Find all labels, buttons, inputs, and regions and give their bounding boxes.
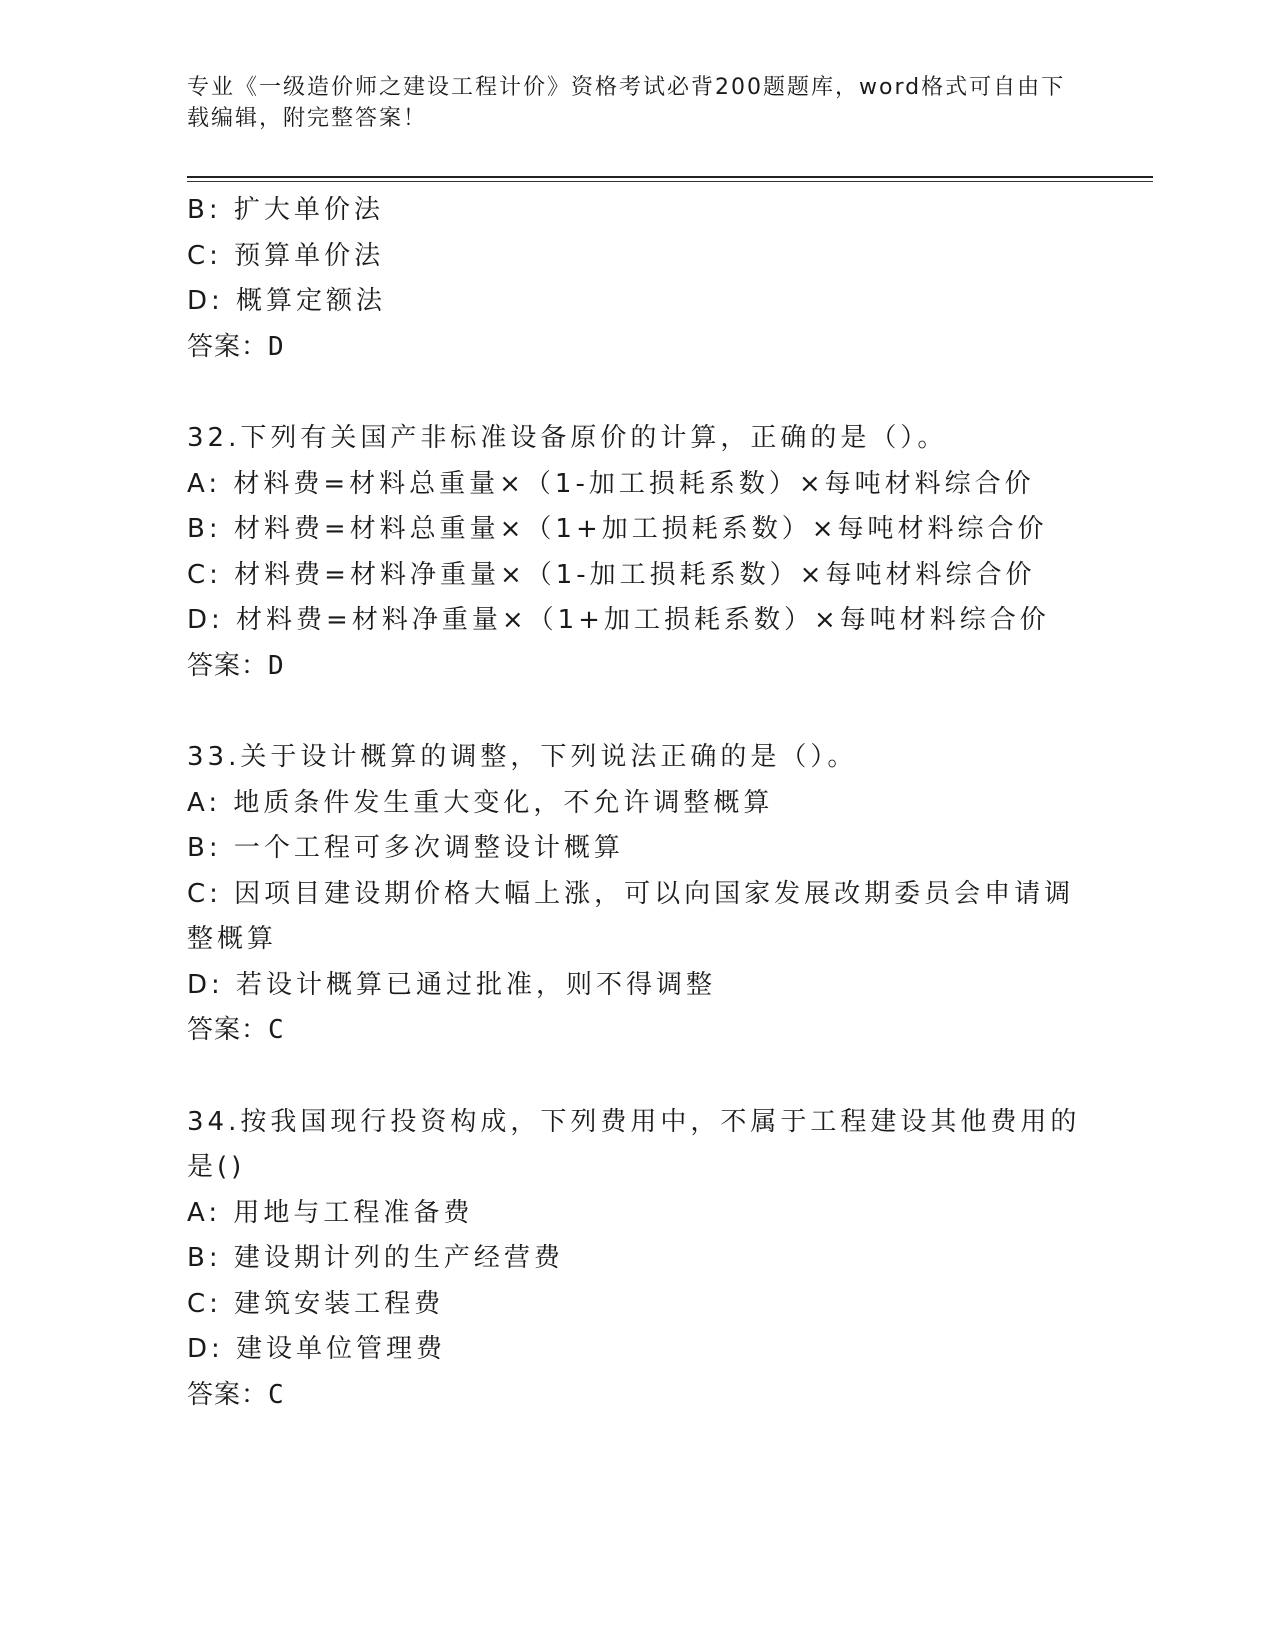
header-divider-thick: [187, 176, 1153, 178]
option-a: A: 地质条件发生重大变化，不允许调整概算: [187, 787, 774, 818]
header-divider-thin: [187, 181, 1153, 182]
option-c: C: 因项目建设期价格大幅上涨，可以向国家发展改期委员会申请调整概算: [187, 878, 1075, 954]
option-b: B: 一个工程可多次调整设计概算: [187, 833, 624, 863]
answer-line: 答案：D: [187, 331, 285, 362]
question-32: [187, 416, 1087, 689]
option-d: D: 材料费=材料净重量×（1+加工损耗系数）×每吨材料综合价: [187, 605, 1050, 635]
option-b: B: 材料费=材料总重量×（1+加工损耗系数）×每吨材料综合价: [187, 514, 1048, 544]
question-33: [187, 735, 1087, 1054]
document-header: 专业《一级造价师之建设工程计价》资格考试必背200题题库，word格式可自由下载编辑，附完整答案！: [187, 75, 1066, 131]
option-c: C: 材料费=材料净重量×（1-加工损耗系数）×每吨材料综合价: [187, 559, 1036, 590]
question-stem: 33.关于设计概算的调整，下列说法正确的是（）。: [187, 742, 858, 772]
option-d: D: 若设计概算已通过批准，则不得调整: [187, 969, 717, 1000]
answer-line: 答案：D: [187, 650, 285, 681]
option-d: D: 概算定额法: [187, 286, 387, 316]
answer-line: 答案：C: [187, 1379, 285, 1410]
spacer: [187, 689, 1087, 735]
option-a: A: 材料费=材料总重量×（1-加工损耗系数）×每吨材料综合价: [187, 468, 1035, 499]
question-34: [187, 1100, 1087, 1419]
option-c: C: 建筑安装工程费: [187, 1288, 445, 1319]
option-d: D: 建设单位管理费: [187, 1334, 447, 1364]
option-c: C: 预算单价法: [187, 240, 385, 271]
option-b: B: 扩大单价法: [187, 195, 384, 225]
previous-question-fragment: [187, 188, 1087, 370]
option-a: A: 用地与工程准备费: [187, 1197, 474, 1228]
answer-line: 答案：C: [187, 1015, 285, 1045]
question-stem: 32.下列有关国产非标准设备原价的计算，正确的是（）。: [187, 423, 948, 453]
question-content: [187, 188, 1087, 1418]
option-b: B: 建设期计列的生产经营费: [187, 1243, 564, 1273]
spacer: [187, 370, 1087, 416]
question-stem: 34.按我国现行投资构成，下列费用中，不属于工程建设其他费用的是(): [187, 1106, 1081, 1182]
spacer: [187, 1054, 1087, 1100]
